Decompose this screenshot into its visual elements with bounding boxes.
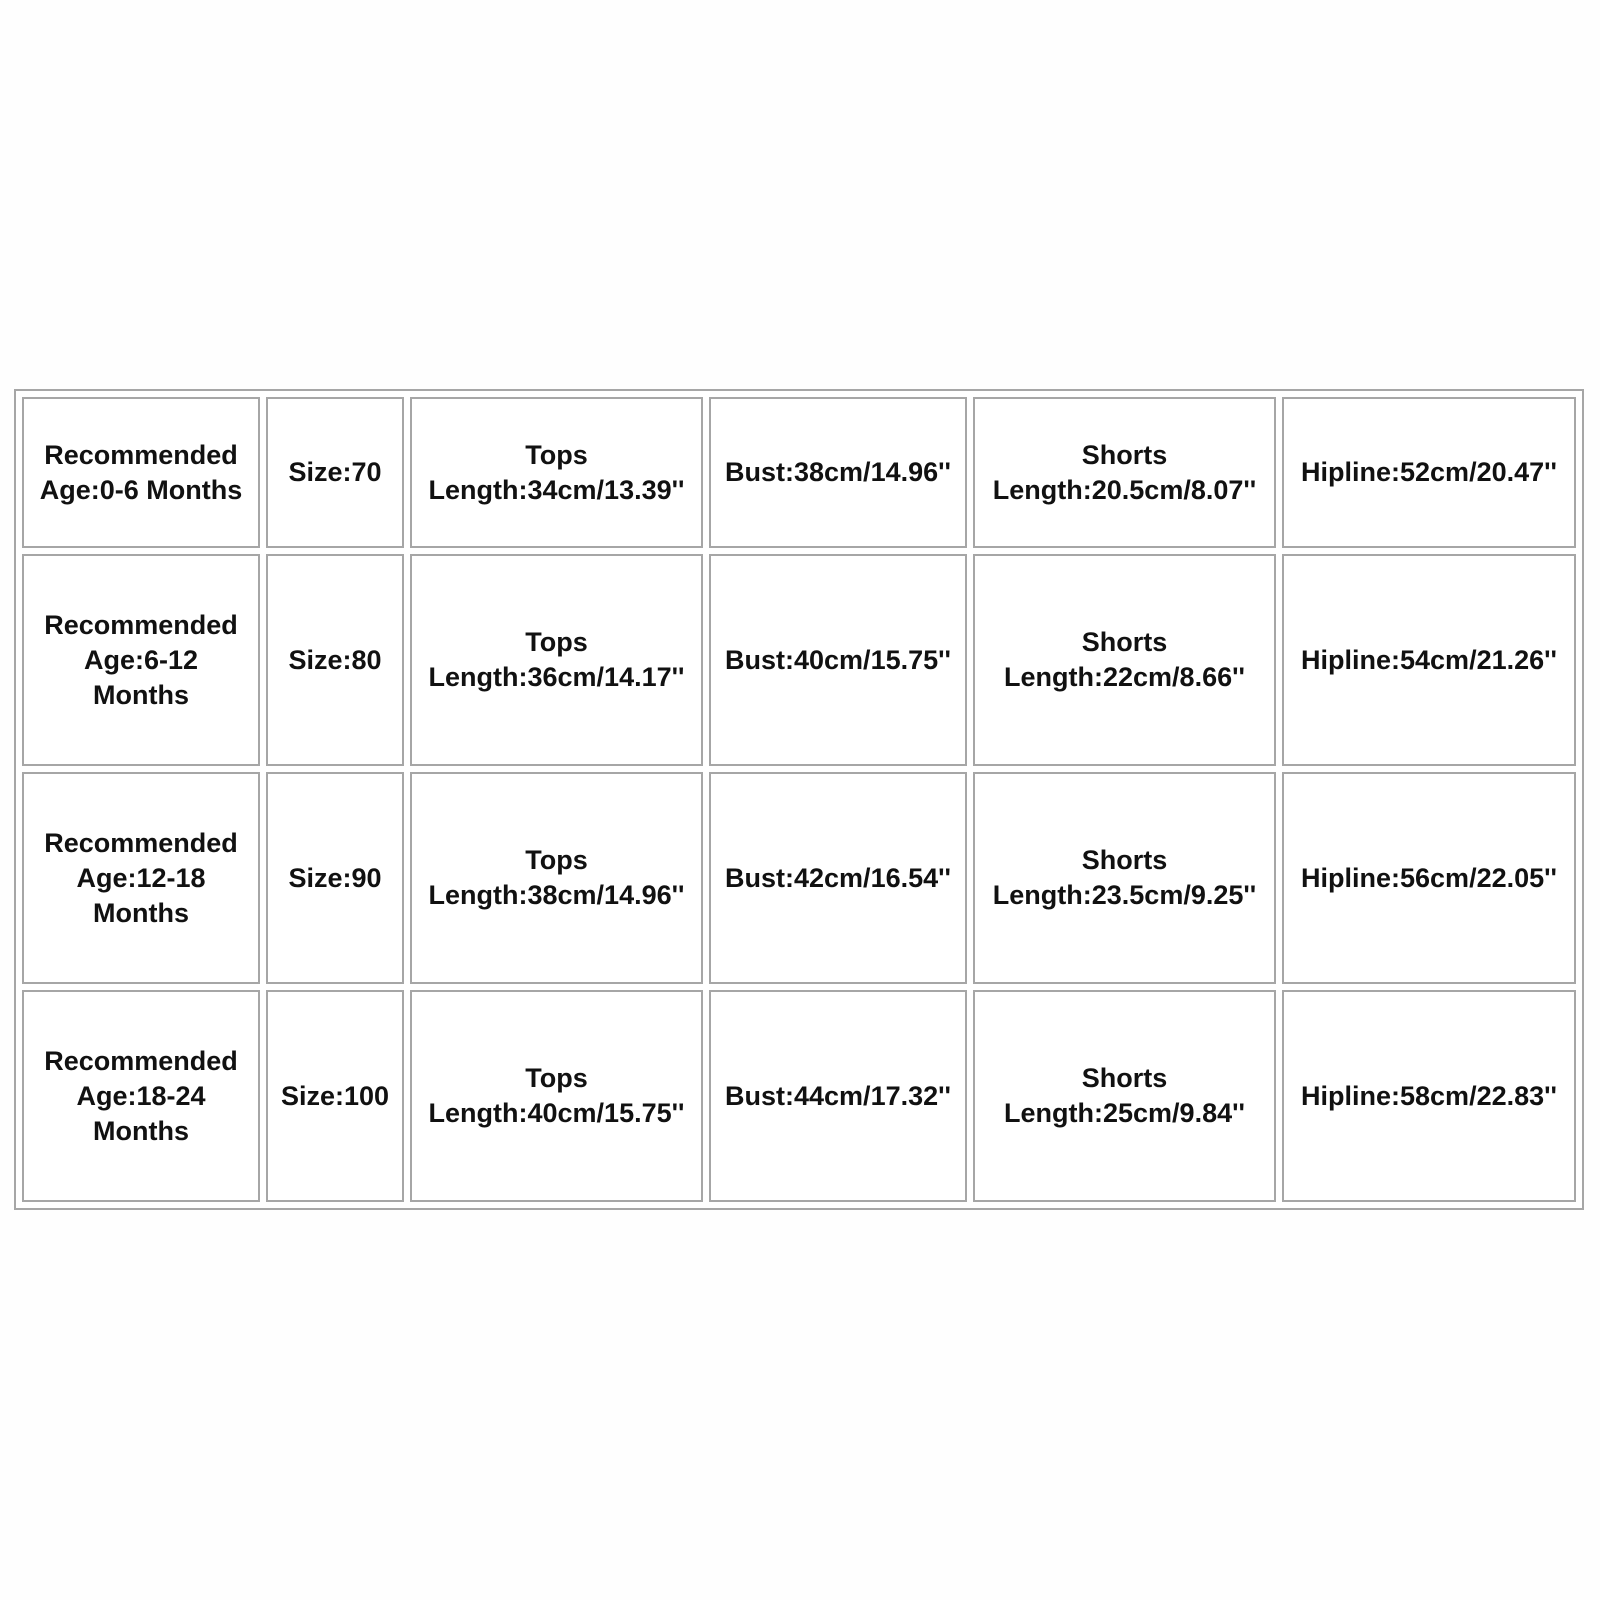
hipline-cell: Hipline:58cm/22.83'' bbox=[1282, 990, 1576, 1202]
age-cell: Recommended Age:18-24 Months bbox=[22, 990, 260, 1202]
tops-length-cell: Tops Length:34cm/13.39'' bbox=[410, 397, 703, 548]
size-cell: Size:100 bbox=[266, 990, 404, 1202]
age-cell: Recommended Age:12-18 Months bbox=[22, 772, 260, 984]
tops-length-cell: Tops Length:36cm/14.17'' bbox=[410, 554, 703, 766]
age-cell: Recommended Age:0-6 Months bbox=[22, 397, 260, 548]
size-cell: Size:70 bbox=[266, 397, 404, 548]
tops-length-cell: Tops Length:40cm/15.75'' bbox=[410, 990, 703, 1202]
size-cell: Size:90 bbox=[266, 772, 404, 984]
shorts-length-cell: Shorts Length:22cm/8.66'' bbox=[973, 554, 1276, 766]
hipline-cell: Hipline:56cm/22.05'' bbox=[1282, 772, 1576, 984]
table-row bbox=[22, 554, 1576, 766]
bust-cell: Bust:44cm/17.32'' bbox=[709, 990, 967, 1202]
shorts-length-cell: Shorts Length:25cm/9.84'' bbox=[973, 990, 1276, 1202]
table-row bbox=[22, 397, 1576, 548]
shorts-length-cell: Shorts Length:20.5cm/8.07'' bbox=[973, 397, 1276, 548]
size-cell: Size:80 bbox=[266, 554, 404, 766]
shorts-length-cell: Shorts Length:23.5cm/9.25'' bbox=[973, 772, 1276, 984]
bust-cell: Bust:40cm/15.75'' bbox=[709, 554, 967, 766]
bust-cell: Bust:38cm/14.96'' bbox=[709, 397, 967, 548]
bust-cell: Bust:42cm/16.54'' bbox=[709, 772, 967, 984]
hipline-cell: Hipline:54cm/21.26'' bbox=[1282, 554, 1576, 766]
age-cell: Recommended Age:6-12 Months bbox=[22, 554, 260, 766]
size-chart-table bbox=[14, 389, 1584, 1210]
table-row bbox=[22, 990, 1576, 1202]
hipline-cell: Hipline:52cm/20.47'' bbox=[1282, 397, 1576, 548]
tops-length-cell: Tops Length:38cm/14.96'' bbox=[410, 772, 703, 984]
table-row bbox=[22, 772, 1576, 984]
